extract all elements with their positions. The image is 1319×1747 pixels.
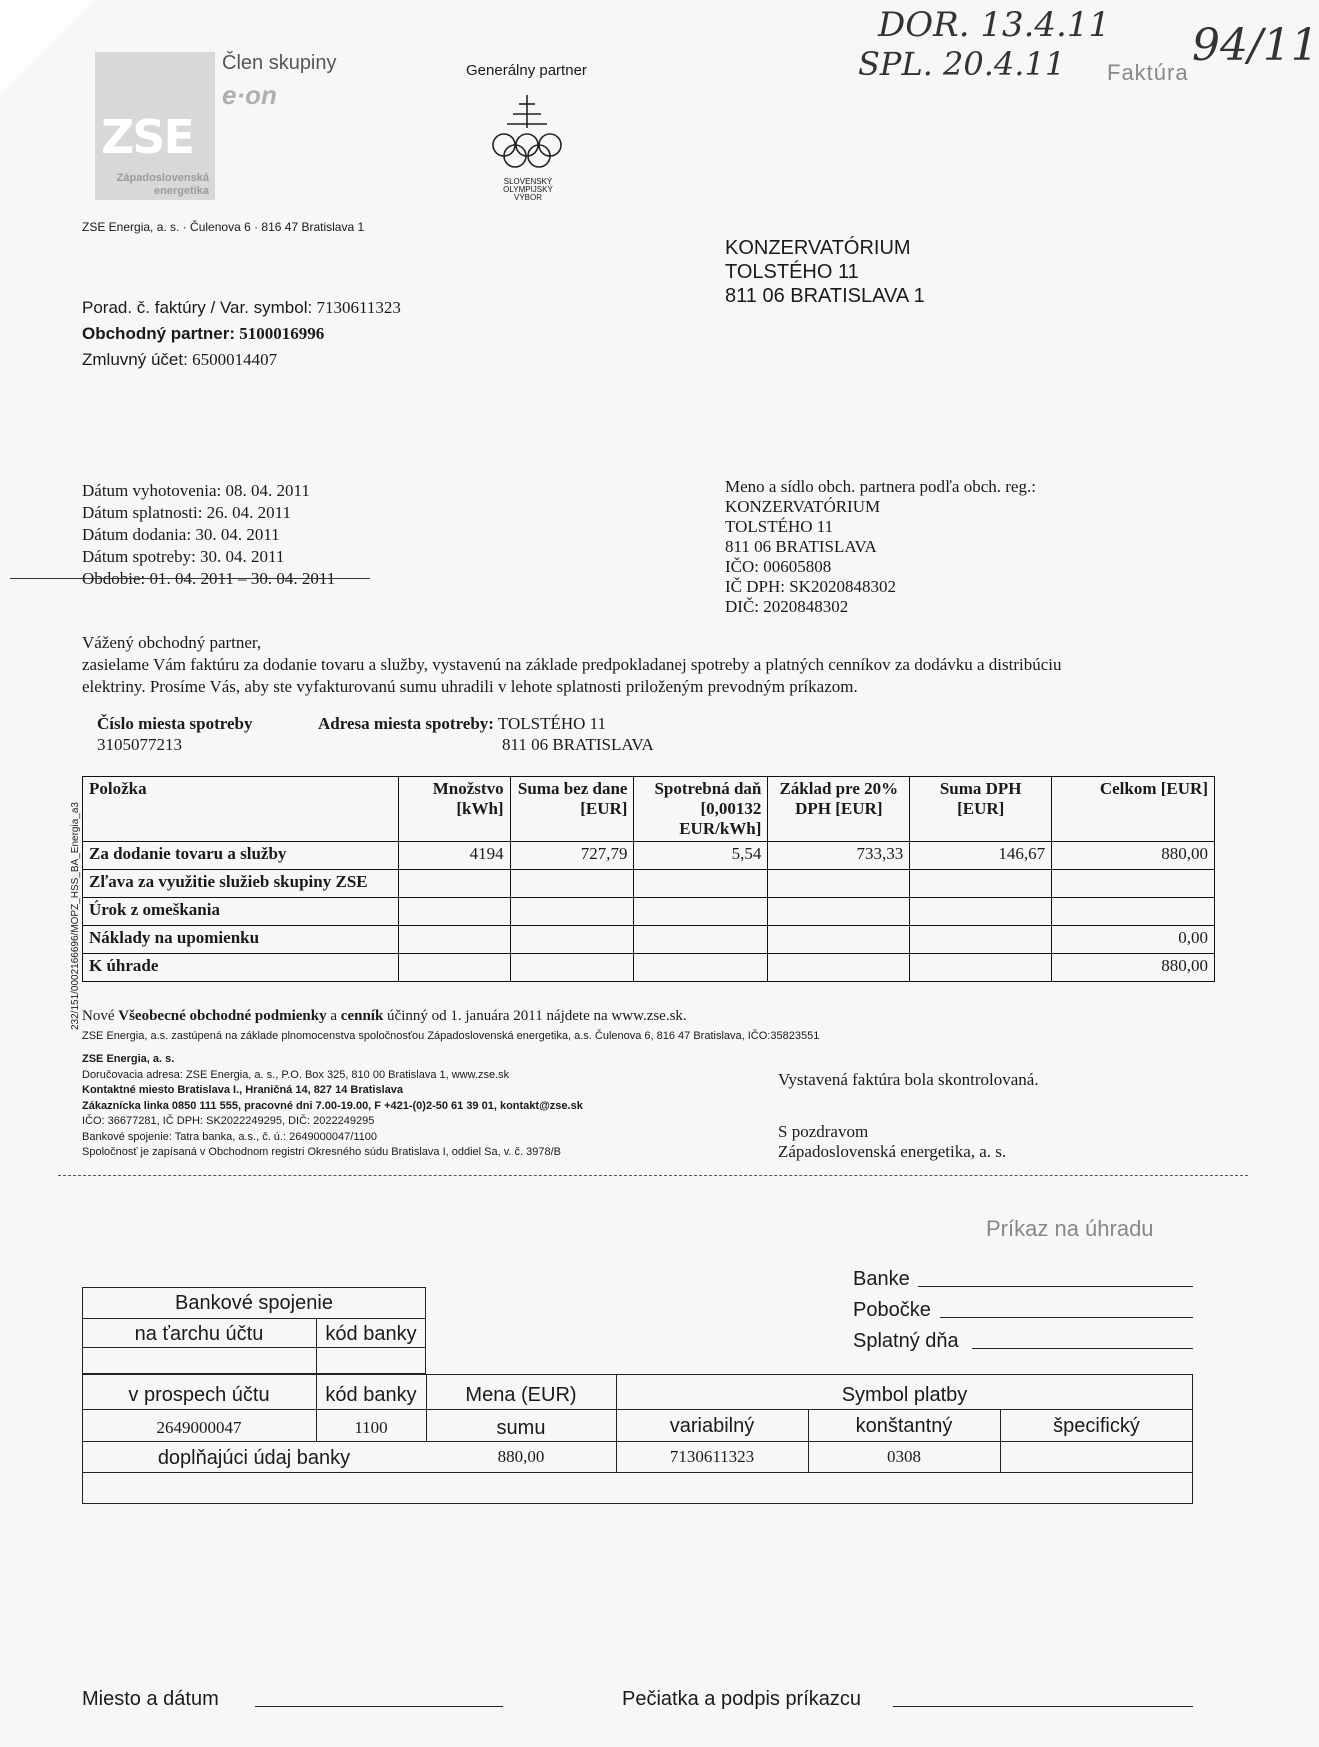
registry-dic: DIČ: 2020848302 (725, 597, 849, 616)
cut-line (58, 1175, 1248, 1176)
branch-line (940, 1317, 1193, 1318)
due-date: 26. 04. 2011 (206, 503, 292, 522)
issued-date: 08. 04. 2011 (225, 481, 310, 500)
row-qty (398, 870, 510, 898)
row-qty: 4194 (398, 842, 510, 870)
handwritten-number: 94/11 (1192, 20, 1319, 71)
recipient-line2: TOLSTÉHO 11 (725, 261, 859, 283)
terms-bold2: cenník (340, 1008, 384, 1024)
bank-line (918, 1286, 1193, 1287)
due-label: Dátum splatnosti: (82, 503, 203, 522)
col-header-base: Základ pre 20% DPH [EUR] (768, 777, 910, 842)
constant-symbol-label: konštantný (855, 1415, 953, 1437)
sum-label: sumu (496, 1417, 546, 1439)
slip-line (82, 1441, 1193, 1442)
currency-label: Mena (EUR) (465, 1384, 577, 1406)
letter-line2: elektriny. Prosíme Vás, aby ste vyfakturovanú sumu uhradili v lehote splatnosti priloženým prevodným príkazom. (82, 677, 858, 696)
page-corner-fold (0, 0, 95, 95)
row-item: K úhrade (83, 954, 399, 982)
handwritten-due-date: SPL. 20.4.11 (858, 45, 1066, 83)
debit-account-label: na ťarchu účtu (134, 1323, 264, 1345)
due-day-line (972, 1348, 1193, 1349)
row-base (768, 954, 910, 982)
stamp-signature-line (893, 1706, 1193, 1707)
company-name: ZSE Energia, a. s. (82, 1053, 175, 1065)
specific-symbol-label: špecifický (1053, 1415, 1140, 1437)
row-item: Zľava za využitie služieb skupiny ZSE (83, 870, 399, 898)
consumption-addr-line1: TOLSTÉHO 11 (497, 714, 607, 733)
recipient-line1: KONZERVATÓRIUM (725, 237, 911, 259)
place-date-label: Miesto a dátum (82, 1688, 219, 1710)
invoice-no: 7130611323 (316, 298, 401, 317)
slip-line (82, 1409, 1193, 1410)
table-header-row (83, 777, 1215, 842)
divider-line (10, 578, 370, 579)
signature: Západoslovenská energetika, a. s. (778, 1142, 1007, 1161)
representation-note: ZSE Energia, a.s. zastúpená na základe plnomocenstva spoločnosťou Západoslovenská energetika, a.s. Čulenova 6, 816 47 Bratislava, IČO:35823551 (82, 1030, 820, 1042)
consumption-label: Dátum spotreby: (82, 547, 196, 566)
bank-label: Banke (853, 1268, 910, 1290)
recipient-address (725, 236, 925, 308)
row-excise (634, 870, 768, 898)
registry-city: 811 06 BRATISLAVA (725, 537, 877, 556)
zse-logo-name: Západoslovenská energetika (116, 172, 209, 197)
payment-symbol-label: Symbol platby (841, 1384, 968, 1406)
col-header-qty: Množstvo [kWh] (398, 777, 510, 842)
slip-line (82, 1347, 426, 1348)
stamp-signature-label: Pečiatka a podpis príkazcu (622, 1688, 862, 1710)
company-info (82, 1052, 583, 1161)
company-bank: Bankové spojenie: Tatra banka, a.s., č. ú.: 2649000047/1100 (82, 1130, 377, 1143)
bank-code-value: 1100 (354, 1418, 388, 1437)
row-excise (634, 926, 768, 954)
consumption-point-no: 3105077213 (97, 735, 182, 754)
row-net (510, 926, 634, 954)
row-vat: 146,67 (910, 842, 1052, 870)
terms-post: účinný od 1. januára 2011 nájdete na www.zse.sk. (387, 1008, 687, 1024)
terms-bold: Všeobecné obchodné podmienky (118, 1008, 327, 1024)
consumption-addr-label: Adresa miesta spotreby: (318, 714, 494, 733)
registry-label: Meno a sídlo obch. partnera podľa obch. reg.: (725, 477, 1036, 496)
company-ids: IČO: 36677281, IČ DPH: SK2022249295, DIČ: 2022249295 (82, 1115, 375, 1127)
zse-logo-letters: ZSE (101, 110, 193, 164)
table-row (83, 926, 1215, 954)
invoice-no-label: Porad. č. faktúry / Var. symbol: (82, 298, 313, 317)
row-excise (634, 898, 768, 926)
zse-logo (95, 52, 215, 200)
sok-text: SLOVENSKÝ OLYMPIJSKÝ VÝBOR (503, 177, 553, 202)
row-item: Za dodanie tovaru a služby (83, 842, 399, 870)
place-date-line (255, 1706, 503, 1707)
sender-address: ZSE Energia, a. s. · Čulenova 6 · 816 47 Bratislava 1 (82, 220, 365, 234)
due-day-label: Splatný dňa (853, 1330, 959, 1352)
extra-bank-info-label: doplňajúci údaj banky (157, 1447, 351, 1469)
row-base (768, 926, 910, 954)
col-header-total: Celkom [EUR] (1052, 777, 1215, 842)
consumption-point (97, 713, 253, 755)
col-header-excise: Spotrebná daň [0,00132 EUR/kWh] (634, 777, 768, 842)
row-net (510, 954, 634, 982)
debit-bank-code-label: kód banky (325, 1323, 417, 1345)
row-qty (398, 954, 510, 982)
table-row (83, 842, 1215, 870)
regards-block (778, 1122, 1006, 1162)
consumption-date: 30. 04. 2011 (200, 547, 285, 566)
period-range: 01. 04. 2011 – 30. 04. 2011 (149, 569, 336, 588)
terms-mid: a (330, 1008, 338, 1024)
registry-ico: IČO: 00605808 (725, 557, 832, 576)
side-document-code: 232/151/0002166696/MOPZ_HSS_BA_Energia_a3 (70, 802, 81, 1030)
row-excise (634, 954, 768, 982)
registry-ic-dph: IČ DPH: SK2020848302 (725, 577, 896, 596)
row-total (1052, 898, 1215, 926)
contract-label: Zmluvný účet: (82, 350, 188, 369)
delivery-label: Dátum dodania: (82, 525, 192, 544)
col-header-vat: Suma DPH [EUR] (910, 777, 1052, 842)
delivery-address: Doručovacia adresa: ZSE Energia, a. s., P.O. Box 325, 810 00 Bratislava 1, www.zse.sk (82, 1068, 510, 1081)
letter-line1: zasielame Vám faktúru za dodanie tovaru a služby, vystavenú na základe predpokladanej spotreby a platných cenníkov za dodávku a distribúciu (82, 655, 1062, 674)
registry-name: KONZERVATÓRIUM (725, 497, 881, 516)
row-net: 727,79 (510, 842, 634, 870)
invoice-ids (82, 295, 401, 373)
partner-no: 5100016996 (239, 324, 325, 343)
row-vat (910, 954, 1052, 982)
partner-registry (725, 477, 1036, 617)
checked-note: Vystavená faktúra bola skontrolovaná. (778, 1070, 1039, 1089)
row-qty (398, 926, 510, 954)
sum-value: 880,00 (497, 1447, 545, 1466)
credit-account-value: 2649000047 (156, 1418, 242, 1437)
company-registry: Spoločnosť je zapísaná v Obchodnom registri Okresného súdu Bratislava I, oddiel Sa, v. č. 3978/B (82, 1146, 562, 1158)
terms-notice (82, 1008, 687, 1025)
col-header-net: Suma bez dane [EUR] (510, 777, 634, 842)
row-vat (910, 898, 1052, 926)
row-item: Náklady na upomienku (83, 926, 399, 954)
issued-label: Dátum vyhotovenia: (82, 481, 222, 500)
contact-place: Kontaktné miesto Bratislava I., Hraničná 14, 827 14 Bratislava (82, 1084, 403, 1096)
row-net (510, 870, 634, 898)
table-row (83, 898, 1215, 926)
registry-street: TOLSTÉHO 11 (725, 517, 834, 536)
variable-symbol-label: variabilný (669, 1415, 755, 1437)
letter-greeting: Vážený obchodný partner, (82, 633, 262, 652)
invoice-dates (82, 480, 335, 590)
period-label: Obdobie: (82, 569, 146, 588)
col-header-item: Položka (83, 777, 399, 842)
row-qty (398, 898, 510, 926)
table-row (83, 870, 1215, 898)
payment-order-title: Príkaz na úhradu (986, 1216, 1154, 1241)
invoice-items-table (82, 776, 1215, 982)
row-total (1052, 870, 1215, 898)
contract-no: 6500014407 (192, 350, 278, 369)
credit-bank-code-label: kód banky (325, 1384, 417, 1406)
row-net (510, 898, 634, 926)
row-vat (910, 926, 1052, 954)
regards: S pozdravom (778, 1122, 869, 1141)
handwritten-receipt-date: DOR. 13.4.11 (878, 5, 1111, 45)
delivery-date: 30. 04. 2011 (195, 525, 280, 544)
credit-account-label: v prospech účtu (128, 1384, 270, 1406)
doc-type-title: Faktúra (1107, 60, 1189, 85)
branch-label: Pobočke (853, 1299, 931, 1321)
partner-label: Obchodný partner: (82, 324, 236, 343)
slip-line (82, 1472, 1193, 1473)
bank-conn-label: Bankové spojenie (175, 1292, 333, 1314)
row-total: 880,00 (1052, 954, 1215, 982)
table-row (83, 954, 1215, 982)
slip-line (82, 1318, 426, 1319)
row-base (768, 870, 910, 898)
row-item: Úrok z omeškania (83, 898, 399, 926)
row-base: 733,33 (768, 842, 910, 870)
row-total: 0,00 (1052, 926, 1215, 954)
variable-symbol-value: 7130611323 (669, 1447, 755, 1466)
cover-letter (82, 632, 1062, 698)
row-total: 880,00 (1052, 842, 1215, 870)
consumption-addr-line2: 811 06 BRATISLAVA (502, 735, 654, 754)
hotline: Zákaznícka linka 0850 111 555, pracovné dni 7.00-19.00, F +421-(0)2-50 61 39 01, kontakt@zse.sk (82, 1099, 583, 1112)
row-vat (910, 870, 1052, 898)
terms-pre: Nové (82, 1008, 115, 1024)
general-partner-label: Generálny partner (466, 62, 587, 79)
consumption-point-no-label: Číslo miesta spotreby (97, 714, 253, 733)
row-excise: 5,54 (634, 842, 768, 870)
member-of-label: Člen skupiny (222, 52, 337, 74)
row-base (768, 898, 910, 926)
consumption-address (318, 713, 654, 755)
constant-symbol-value: 0308 (887, 1447, 921, 1466)
eon-logo: e·on (222, 80, 277, 110)
recipient-line3: 811 06 BRATISLAVA 1 (725, 285, 925, 307)
